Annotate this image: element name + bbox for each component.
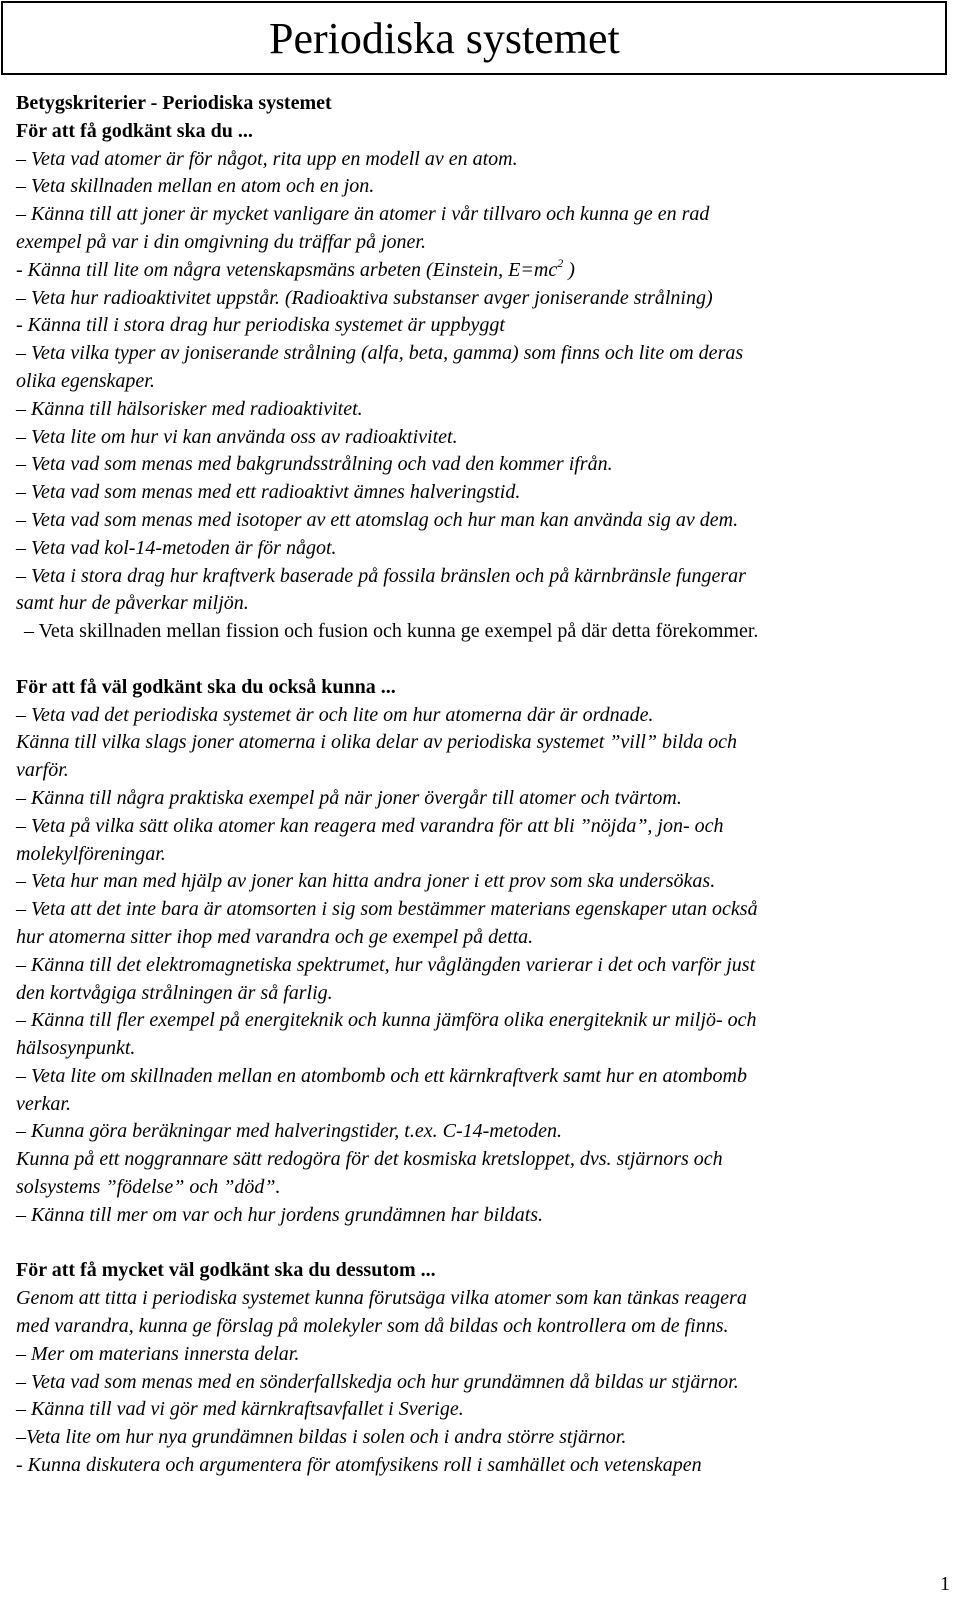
document-body bbox=[16, 90, 946, 1480]
section-mycket-val-godkant bbox=[16, 1257, 946, 1479]
section-godkant bbox=[16, 90, 946, 646]
criteria-line: – Mer om materians innersta delar. bbox=[16, 1342, 300, 1365]
criteria-line: – Veta skillnaden mellan fission och fusion och kunna ge exempel på där detta förekommer. bbox=[24, 620, 759, 643]
criteria-line: – Veta på vilka sätt olika atomer kan reagera med varandra för att bli ”nöjda”, jon- och bbox=[16, 814, 724, 837]
einstein-text-end: ) bbox=[563, 258, 575, 281]
einstein-superscript: 2 bbox=[557, 255, 564, 270]
section-heading: Betygskriterier - Periodiska systemet bbox=[16, 92, 332, 114]
criteria-line: – Känna till det elektromagnetiska spektrumet, hur våglängden varierar i det och varför just bbox=[16, 953, 756, 976]
criteria-line: den kortvågiga strålningen är så farlig. bbox=[16, 981, 333, 1004]
criteria-line: – Veta vilka typer av joniserande strålning (alfa, beta, gamma) som finns och lite om deras bbox=[16, 342, 744, 365]
criteria-line: med varandra, kunna ge förslag på molekyler som då bildas och kontrollera om de finns. bbox=[16, 1315, 729, 1338]
criteria-line: – Veta i stora drag hur kraftverk baserade på fossila bränslen och på kärnbränsle fungerar bbox=[16, 564, 746, 587]
page-title: Periodiska systemet bbox=[269, 14, 620, 63]
criteria-line: – Känna till att joner är mycket vanligare än atomer i vår tillvaro och kunna ge en rad bbox=[16, 203, 710, 226]
section-val-godkant bbox=[16, 674, 946, 1230]
section-heading: För att få mycket väl godkänt ska du dessutom ... bbox=[16, 1259, 436, 1282]
criteria-line: – Veta vad kol-14-metoden är för något. bbox=[16, 536, 337, 559]
page-number: 1 bbox=[940, 1573, 950, 1595]
section-spacer bbox=[16, 1230, 946, 1258]
einstein-text: - Känna till lite om några vetenskapsmäns arbeten (Einstein, E=mc bbox=[16, 258, 558, 281]
criteria-line: – Känna till några praktiska exempel på när joner övergår till atomer och tvärtom. bbox=[16, 786, 682, 809]
title-box bbox=[1, 1, 947, 75]
criteria-line: exempel på var i din omgivning du träffar på joner. bbox=[16, 230, 426, 253]
criteria-line: – Veta lite om skillnaden mellan en atombomb och ett kärnkraftverk samt hur en atombomb bbox=[16, 1064, 747, 1087]
criteria-line: – Veta lite om hur vi kan använda oss av radioaktivitet. bbox=[16, 425, 458, 448]
criteria-line: – Veta vad det periodiska systemet är och lite om hur atomerna där är ordnade. bbox=[16, 703, 654, 726]
criteria-line: – Känna till fler exempel på energiteknik och kunna jämföra olika energiteknik ur miljö- och bbox=[16, 1009, 757, 1032]
criteria-line-radioactivity bbox=[16, 285, 946, 313]
criteria-line: molekylföreningar. bbox=[16, 842, 166, 865]
criteria-line: hälsosynpunkt. bbox=[16, 1037, 136, 1060]
criteria-line: verkar. bbox=[16, 1092, 71, 1115]
criteria-line: – Veta att det inte bara är atomsorten i sig som bestämmer materians egenskaper utan också bbox=[16, 898, 758, 921]
criteria-line: –Veta lite om hur nya grundämnen bildas i solen och i andra större stjärnor. bbox=[16, 1426, 627, 1449]
section-subheading: För att få godkänt ska du ... bbox=[16, 119, 253, 142]
criteria-line: – Veta skillnaden mellan en atom och en jon. bbox=[16, 175, 375, 198]
criteria-line: – Veta vad atomer är för något, rita upp en modell av en atom. bbox=[16, 147, 518, 170]
radioactivity-note: (Radioaktiva substanser avger joniserande strålning) bbox=[284, 286, 713, 309]
criteria-line: olika egenskaper. bbox=[16, 369, 155, 392]
criteria-line: - Känna till i stora drag hur periodiska systemet är uppbyggt bbox=[16, 314, 505, 337]
criteria-line: – Veta vad som menas med ett radioaktivt ämnes halveringstid. bbox=[16, 481, 521, 504]
criteria-line: Kunna på ett noggrannare sätt redogöra för det kosmiska kretsloppet, dvs. stjärnors och bbox=[16, 1148, 723, 1171]
criteria-line: – Veta vad som menas med bakgrundsstrålning och vad den kommer ifrån. bbox=[16, 453, 613, 476]
criteria-line: Känna till vilka slags joner atomerna i olika delar av periodiska systemet ”vill” bilda och bbox=[16, 731, 738, 754]
criteria-line: varför. bbox=[16, 759, 69, 782]
criteria-line: samt hur de påverkar miljön. bbox=[16, 592, 249, 615]
criteria-line: – Känna till mer om var och hur jordens grundämnen har bildats. bbox=[16, 1203, 544, 1226]
criteria-line: hur atomerna sitter ihop med varandra och ge exempel på detta. bbox=[16, 925, 534, 948]
criteria-line: – Veta hur man med hjälp av joner kan hitta andra joner i ett prov som ska undersökas. bbox=[16, 870, 716, 893]
radioactivity-italic: – Veta hur radioaktivitet uppstår. bbox=[16, 286, 285, 309]
criteria-line: – Kunna göra beräkningar med halveringstider, t.ex. C-14-metoden. bbox=[16, 1120, 563, 1143]
criteria-line-einstein bbox=[16, 257, 946, 285]
criteria-line: – Veta vad som menas med isotoper av ett atomslag och hur man kan använda sig av dem. bbox=[16, 508, 739, 531]
criteria-line: – Känna till vad vi gör med kärnkraftsavfallet i Sverige. bbox=[16, 1398, 464, 1421]
criteria-line: Genom att titta i periodiska systemet kunna förutsäga vilka atomer som kan tänkas reagera bbox=[16, 1287, 747, 1310]
criteria-line: solsystems ”födelse” och ”död”. bbox=[16, 1176, 281, 1199]
section-heading: För att få väl godkänt ska du också kunna ... bbox=[16, 675, 396, 698]
criteria-line: – Känna till hälsorisker med radioaktivitet. bbox=[16, 397, 363, 420]
section-spacer bbox=[16, 646, 946, 674]
criteria-line: - Kunna diskutera och argumentera för atomfysikens roll i samhället och vetenskapen bbox=[16, 1454, 702, 1477]
criteria-line: – Veta vad som menas med en sönderfallskedja och hur grundämnen då bildas ur stjärnor. bbox=[16, 1370, 739, 1393]
